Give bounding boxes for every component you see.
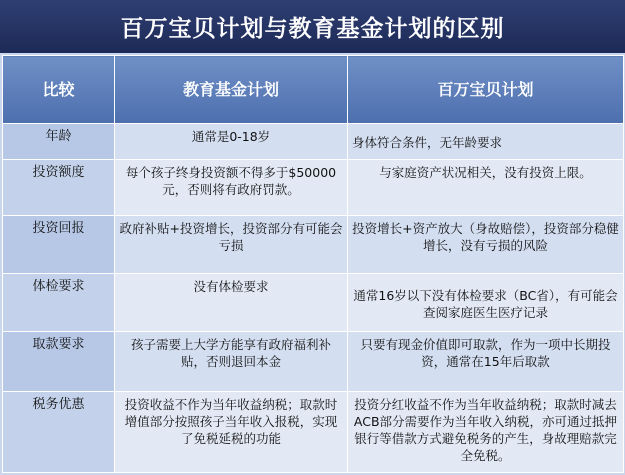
education-cell: 投资收益不作为当年收益纳税；取款时增值部分按照孩子当年收入报税，实现了免税延税的功能 xyxy=(115,392,348,473)
header-compare: 比较 xyxy=(3,56,115,124)
million-cell: 投资增长+资产放大（身故赔偿），投资部分稳健增长，没有亏损的风险 xyxy=(348,216,624,274)
table-row xyxy=(3,392,624,473)
table-header-row xyxy=(3,56,624,124)
row-label: 投资额度 xyxy=(3,160,115,216)
header-million-baby: 百万宝贝计划 xyxy=(348,56,624,124)
row-label: 年龄 xyxy=(3,124,115,160)
row-label: 投资回报 xyxy=(3,216,115,274)
row-label: 税务优惠 xyxy=(3,392,115,473)
table-row xyxy=(3,160,624,216)
header-education-fund: 教育基金计划 xyxy=(115,56,348,124)
million-cell: 投资分红收益不作为当年收益纳税；取款时减去ACB部分需要作为当年收入纳税，亦可通过抵押银行等借款方式避免税务的产生，身故理赔款完全免税。 xyxy=(348,392,624,473)
education-cell: 没有体检要求 xyxy=(115,274,348,332)
education-cell: 政府补贴+投资增长，投资部分有可能会亏损 xyxy=(115,216,348,274)
table-row xyxy=(3,332,624,392)
row-label: 取款要求 xyxy=(3,332,115,392)
table-row xyxy=(3,274,624,332)
comparison-table xyxy=(2,55,624,473)
education-cell: 孩子需要上大学方能享有政府福利补贴，否则退回本金 xyxy=(115,332,348,392)
million-cell: 与家庭资产状况相关，没有投资上限。 xyxy=(348,160,624,216)
table-row xyxy=(3,216,624,274)
million-cell: 只要有现金价值即可取款，作为一项中长期投资，通常在15年后取款 xyxy=(348,332,624,392)
million-cell: 身体符合条件，无年龄要求 xyxy=(348,124,624,160)
row-label: 体检要求 xyxy=(3,274,115,332)
education-cell: 通常是0-18岁 xyxy=(115,124,348,160)
education-cell: 每个孩子终身投资额不得多于$50000元，否则将有政府罚款。 xyxy=(115,160,348,216)
table-row xyxy=(3,124,624,160)
page-title: 百万宝贝计划与教育基金计划的区别 xyxy=(0,0,625,53)
million-cell: 通常16岁以下没有体检要求（BC省），有可能会查阅家庭医生医疗记录 xyxy=(348,274,624,332)
